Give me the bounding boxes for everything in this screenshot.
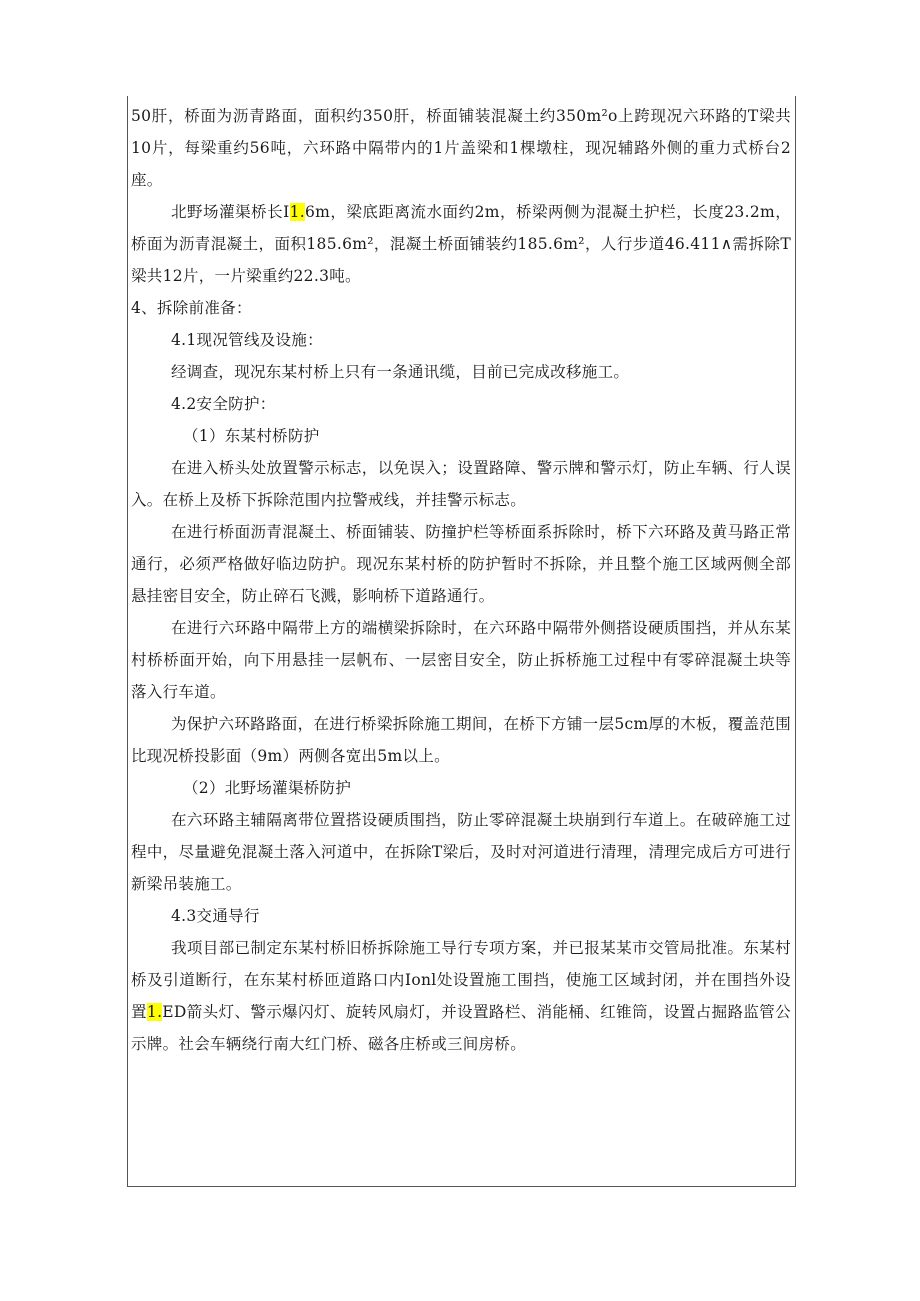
paragraph-traffic-guidance: 我项目部已制定东某村桥旧桥拆除施工导行专项方案，并已报某某市交管局批准。东某村桥及引道断行，在东某村桥匝道路口内Ionl处设置施工围挡，使施工区域封闭，并在围挡外设置1.ED箭头灯、警示爆闪灯、旋转风扇灯，并设置路栏、消能桶、红锥筒，设置占掘路监管公示牌。社会车辆绕行南大红门桥、磁各庄桥或三间房桥。 [131, 939, 791, 1053]
paragraph-crossbeam-removal: 在进行六环路中隔带上方的端横梁拆除时，在六环路中隔带外侧搭设硬质围挡，并从东某村桥桥面开始，向下用悬挂一层帆布、一层密目安全，防止拆桥施工过程中有零碎混凝土块等落入行车道。 [131, 619, 791, 701]
paragraph-barrier-setup: 在六环路主辅隔离带位置搭设硬质围挡，防止零碎混凝土块崩到行车道上。在破碎施工过程中，尽量避免混凝土落入河道中，在拆除T梁后，及时对河道进行清理，清理完成后方可进行新梁吊装施工。 [131, 811, 791, 893]
document-body [131, 100, 791, 1060]
paragraph-warning-signs: 在进入桥头处放置警示标志，以免误入；设置路障、警示牌和警示灯，防止车辆、行人误入。在桥上及桥下拆除范围内拉警戒线，并挂警示标志。 [131, 459, 791, 509]
subsection-heading-4-2: 4.2安全防护： [171, 395, 276, 413]
paragraph-bridge-specs-continued: 50肝，桥面为沥青路面，面积约350肝，桥面铺装混凝土约350m²o上跨现况六环路的T梁共10片，每梁重约56吨，六环路中隔带内的1片盖梁和1棵墩柱，现况辅路外侧的重力式桥台2座。 [131, 107, 791, 189]
paragraph-deck-removal: 在进行桥面沥青混凝土、桥面铺装、防撞护栏等桥面系拆除时，桥下六环路及黄马路正常通行，必须严格做好临边防护。现况东某村桥的防护暂时不拆除，并且整个施工区域两侧全部悬挂密目安全，防止碎石飞溅，影响桥下道路通行。 [131, 523, 791, 605]
item-heading-dongmoucun-protection: （1）东某村桥防护 [183, 427, 320, 445]
subsection-heading-4-1: 4.1现况管线及设施： [171, 331, 323, 349]
highlighted-text: 1. [146, 1003, 163, 1021]
item-heading-beiyechang-protection: （2）北野场灌渠桥防护 [183, 779, 352, 797]
paragraph-pipeline-survey: 经调查，现况东某村桥上只有一条通讯缆，目前已完成改移施工。 [171, 363, 630, 381]
paragraph-road-protection: 为保护六环路路面，在进行桥梁拆除施工期间，在桥下方铺一层5cm厚的木板，覆盖范围比现况桥投影面（9m）两侧各宽出5m以上。 [131, 715, 791, 765]
paragraph-beiyechang-bridge: 北野场灌渠桥长I1.6m，梁底距离流水面约2m，桥梁两侧为混凝土护栏，长度23.2m，桥面为沥青混凝土，面积185.6m²，混凝土桥面铺装约185.6m²，人行步道46.411∧需拆除T梁共12片，一片梁重约22.3吨。 [131, 203, 791, 285]
subsection-heading-4-3: 4.3交通导行 [171, 907, 260, 925]
highlighted-text: 1. [289, 203, 305, 221]
section-heading-4: 4、拆除前准备： [131, 299, 252, 317]
